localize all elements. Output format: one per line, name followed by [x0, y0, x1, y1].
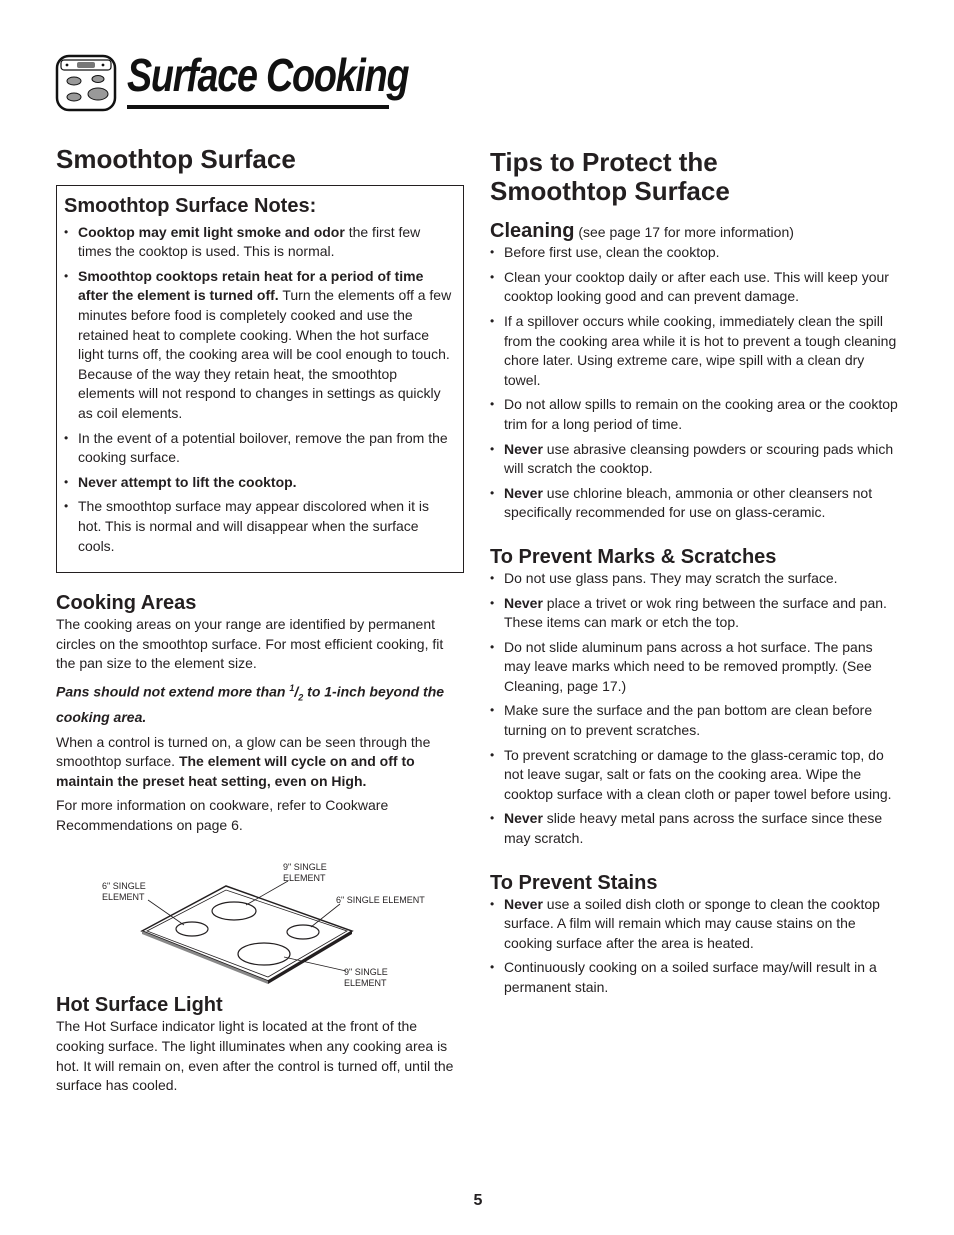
list-item: • Never use abrasive cleansing powders or scouring pads which will scratch the cooktop.: [490, 440, 900, 479]
cooking-areas-heading: Cooking Areas: [56, 592, 197, 615]
section-title-tips: Tips to Protect the Smoothtop Surface: [490, 147, 730, 206]
stains-list: [490, 895, 900, 998]
list-item: • Smoothtop cooktops retain heat for a period of time after the element is turned off. Turn the elements off a few minutes before food is completely cooked and use the retained heat to complete cooking. When the hot surface light turns off, the cooking area will be cool enough to touch. Because of the way they retain heat, the smoothtop elements will not respond to changes in settings as quickly as coil elements.: [64, 267, 456, 424]
list-item: • Never slide heavy metal pans across the surface since these may scratch.: [490, 809, 900, 848]
marks-section: [490, 545, 900, 849]
stains-heading: To Prevent Stains: [490, 871, 658, 894]
hot-surface-heading: Hot Surface Light: [56, 994, 223, 1017]
page-number: 5: [473, 1192, 483, 1209]
list-item: • If a spillover occurs while cooking, immediately clean the spill from the cooking area while it is hot to prevent a tough cleaning chore later. Using extreme care, wipe spill with a clean dry towel.: [490, 312, 900, 390]
notes-heading: Smoothtop Surface Notes:: [64, 194, 317, 217]
cooking-areas-section: [56, 591, 466, 835]
diagram-label-6in-right: 6" SINGLE ELEMENT: [336, 895, 425, 906]
marks-list: [490, 569, 900, 849]
cooktop-icon: [55, 54, 117, 112]
cooktop-diagram: [56, 853, 466, 993]
page-title: Surface Cooking: [127, 49, 409, 101]
list-item: • Do not slide aluminum pans across a hot surface. The pans may leave marks which need to be removed promptly. (See Cleaning, page 17.): [490, 638, 900, 697]
list-item: • Do not use glass pans. They may scratch the surface.: [490, 569, 900, 589]
notes-list: [64, 223, 456, 557]
list-item: • Do not allow spills to remain on the cooking area or the cooktop trim for a long period of time.: [490, 395, 900, 434]
stains-section: [490, 871, 900, 998]
diagram-label-6in-left: 6" SINGLE ELEMENT: [102, 881, 146, 903]
glow-text: When a control is turned on, a glow can be seen through the smoothtop surface. The element will cycle on and off to maintain the preset heat setting, even on High.: [56, 733, 431, 789]
list-item: • Never place a trivet or wok ring between the surface and pan. These items can mark or etch the top.: [490, 594, 900, 633]
cooktop-drawing: [56, 853, 466, 993]
cookware-reference: For more information on cookware, refer to Cookware Recommendations on page 6.: [56, 797, 389, 833]
list-item: • Make sure the surface and the pan bottom are clean before turning on to prevent scratches.: [490, 701, 900, 740]
list-item: • Never attempt to lift the cooktop.: [64, 473, 456, 493]
marks-heading: To Prevent Marks & Scratches: [490, 545, 777, 568]
list-item: • Continuously cooking on a soiled surface may/will result in a permanent stain.: [490, 958, 900, 997]
list-item: • Never use a soiled dish cloth or sponge to clean the cooktop surface. A film will remain which may cause stains on the cooking surface after the area is heated.: [490, 895, 900, 954]
left-column: [56, 145, 466, 1101]
list-item: • To prevent scratching or damage to the glass-ceramic top, do not leave sugar, salt or fats on the cooking area. Wipe the cooktop surface with a clean cloth or paper towel before using.: [490, 746, 900, 805]
list-item: • The smoothtop surface may appear discolored when it is hot. This is normal and will disappear when the surface cools.: [64, 497, 456, 556]
cleaning-list: [490, 243, 900, 523]
cleaning-heading: Cleaning (see page 17 for more information): [490, 220, 794, 243]
notes-box: [56, 185, 464, 574]
list-item: • Before first use, clean the cooktop.: [490, 243, 900, 263]
list-item: • Cooktop may emit light smoke and odor the first few times the cooktop is used. This is normal.: [64, 223, 456, 262]
list-item: • Clean your cooktop daily or after each use. This will keep your cooktop looking good and can prevent damage.: [490, 268, 900, 307]
cooking-areas-text: The cooking areas on your range are identified by permanent circles on the smoothtop surface. For most efficient cooking, fit the pan size to the element size.: [56, 616, 444, 672]
pan-size-warning: Pans should not extend more than $^1/_2$ to 1-inch beyond the cooking area.: [56, 682, 445, 725]
page-header: [55, 49, 409, 116]
list-item: • Never use chlorine bleach, ammonia or other cleansers not specifically recommended for use on glass-ceramic.: [490, 484, 900, 523]
diagram-label-9in-bottom: 9" SINGLE ELEMENT: [344, 967, 388, 989]
right-column: [490, 148, 900, 1003]
section-title-smoothtop: Smoothtop Surface: [56, 144, 296, 174]
diagram-label-9in-top: 9" SINGLE ELEMENT: [283, 862, 327, 884]
list-item: • In the event of a potential boilover, remove the pan from the cooking surface.: [64, 429, 456, 468]
hot-surface-section: [56, 993, 466, 1095]
hot-surface-text: The Hot Surface indicator light is located at the front of the cooking surface. The light illuminates when any cooking area is hot. It will remain on, even after the control is turned off, until the surface has cooled.: [56, 1018, 454, 1094]
cleaning-section: [490, 219, 900, 523]
title-underline: [127, 105, 389, 109]
